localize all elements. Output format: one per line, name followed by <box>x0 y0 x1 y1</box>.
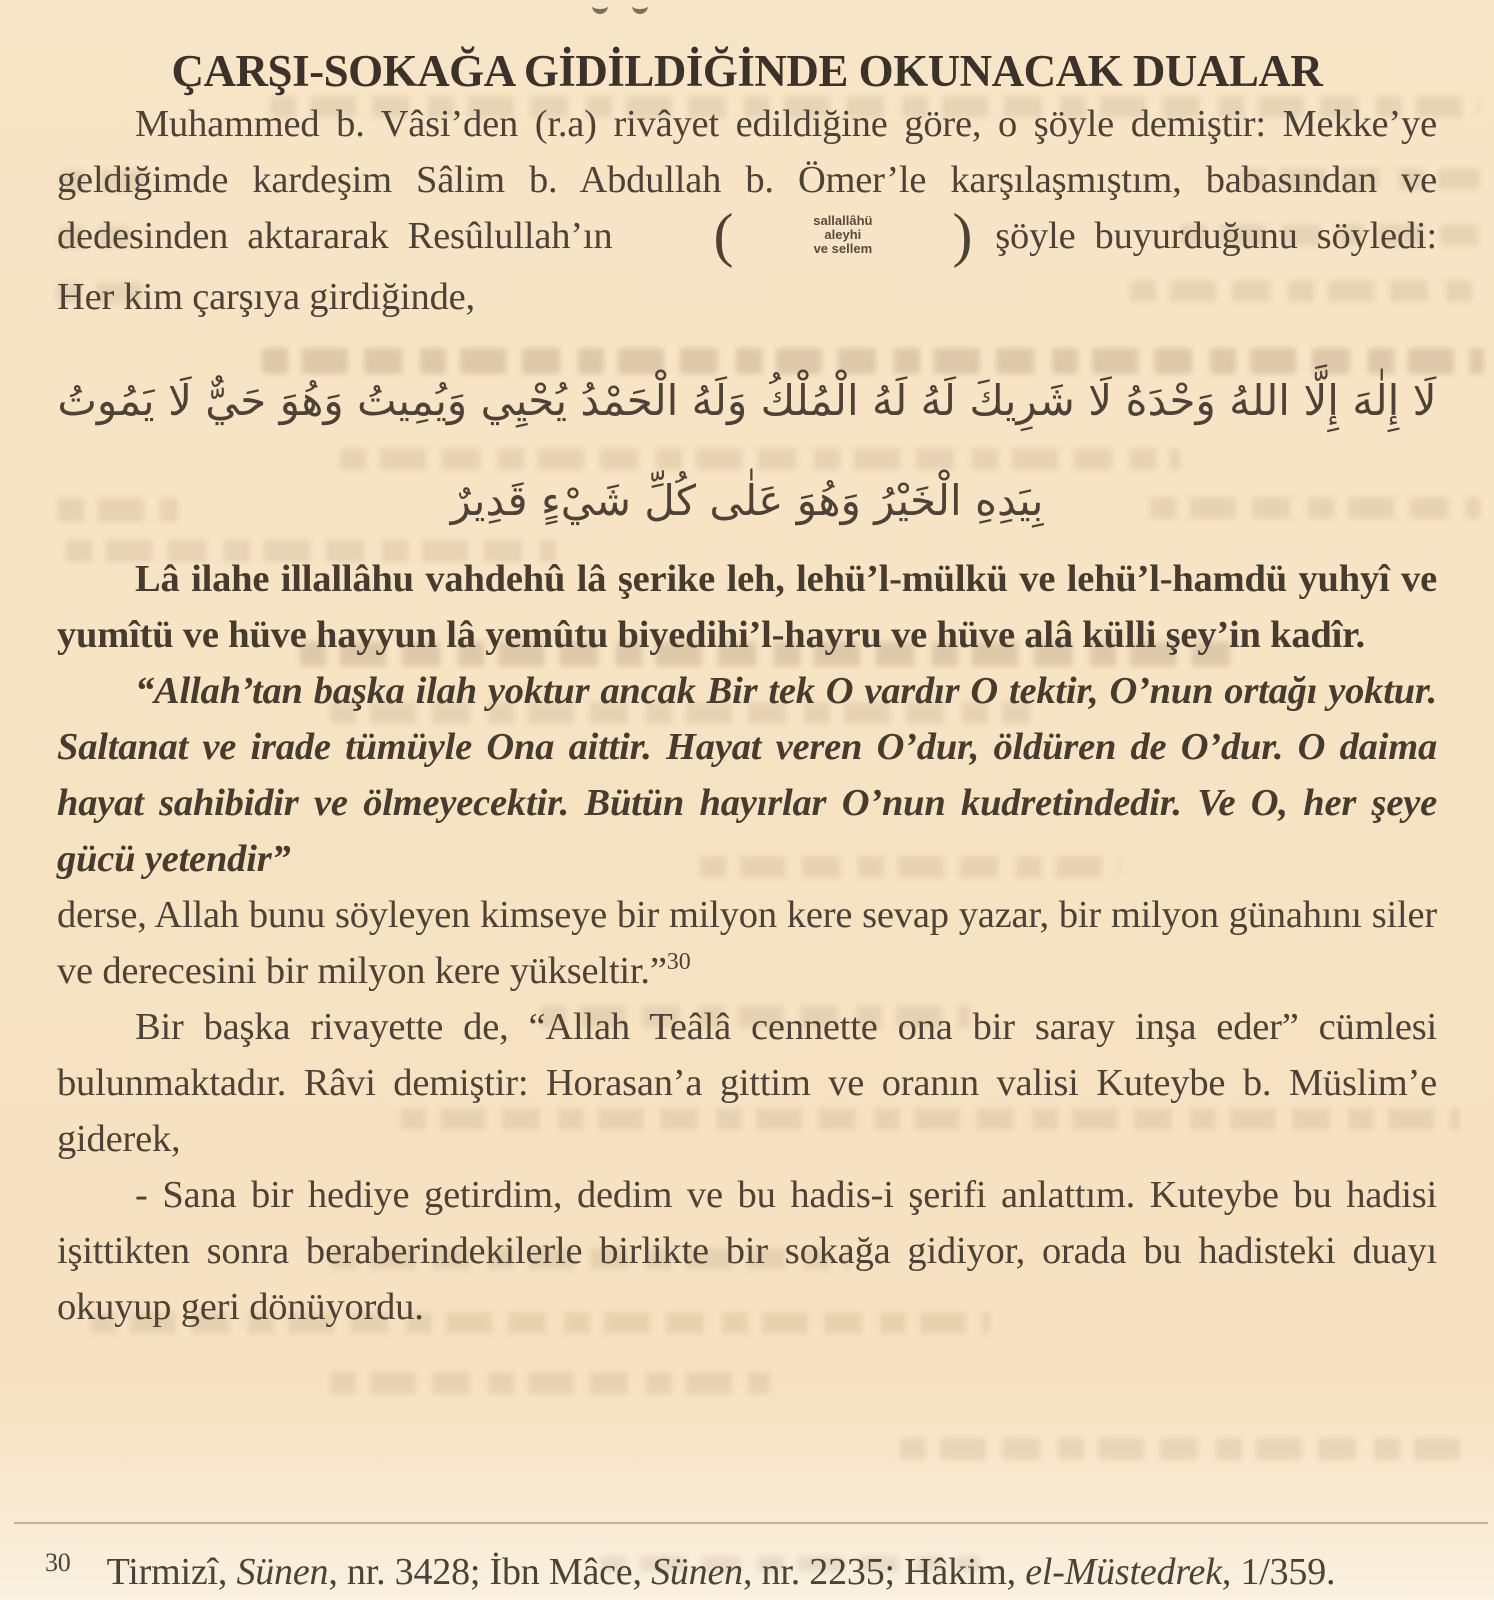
cropped-glyph <box>632 0 648 14</box>
reward-paragraph <box>57 887 1437 999</box>
open-paren: ( <box>713 202 734 269</box>
footnote-part: , nr. 3428; İbn Mâce, <box>328 1551 652 1593</box>
footnote-part: , nr. 2235; Hâkim, <box>742 1551 1026 1593</box>
salawat-stack <box>735 214 872 256</box>
reward-text: derse, Allah bunu söyleyen kimseye bir milyon kere sevap yazar, bir milyon günahını siler ve derecesini bir milyon kere yükseltir.” <box>57 894 1437 993</box>
footnote-marker: 30 <box>45 1548 71 1577</box>
footnote-divider <box>14 1522 1488 1524</box>
footnote-work-title: Sünen <box>651 1551 743 1593</box>
rivayet-paragraph: Bir başka rivayette de, “Allah Teâlâ cennette ona bir saray inşa eder” cümlesi bulunmaktadır. Râvi demiştir: Horasan’a gittim ve oranın valisi Kuteybe b. Müslim’e giderek, <box>57 1006 1437 1161</box>
salawat-line: aleyhi <box>824 227 862 243</box>
footnote-text <box>107 1551 1336 1593</box>
intro-paragraph <box>57 96 1437 325</box>
salawat-line: ve sellem <box>813 241 873 257</box>
translation-paragraph: “Allah’tan başka ilah yoktur ancak Bir tek O vardır O tektir, O’nun ortağı yoktur. Saltanat ve irade tümüyle Ona aittir. Hayat veren O’dur, öldüren de O’dur. O daima hayat sahibidir ve ölmeyecektir. Bütün hayırlar O’nun kudretindedir. Ve O, her şeye gücü yetendir” <box>57 670 1437 881</box>
page-content <box>0 46 1494 1335</box>
footnote-part: Tirmizî, <box>106 1551 237 1593</box>
intro-text-before: Muhammed b. Vâsi’den (r.a) rivâyet edildiğine göre, o şöyle demiştir: Mekke’ye geldiğimde kardeşim Sâlim b. Abdullah b. Ömer’le karşılaşmıştım, babasından ve dedesinden aktararak Resûlullah’ın <box>57 103 1437 257</box>
salawat-parenthetical <box>635 202 973 269</box>
footnote-part: , 1/359. <box>1221 1551 1336 1593</box>
close-paren: ) <box>952 202 973 269</box>
arabic-line-2: بِيَدِهِ الْخَيْرُ وَهُوَ عَلٰى كُلِّ شَيْءٍ قَدِيرٌ <box>450 476 1044 526</box>
salawat-line: sallallâhü <box>813 213 873 229</box>
bleed-through-text <box>900 1438 1460 1460</box>
footnote-work-title: Sünen <box>236 1551 329 1593</box>
footnote-reference: 30 <box>666 949 691 976</box>
hediye-paragraph: - Sana bir hediye getirdim, dedim ve bu hadis-i şerifi anlattım. Kuteybe bu hadisi işittikten sonra beraberindekilerle birlikte bir sokağa gidiyor, orada bu hadisteki duayı okuyup geri dönüyordu. <box>57 1174 1437 1329</box>
arabic-dua <box>57 351 1437 551</box>
transliteration-paragraph: Lâ ilahe illallâhu vahdehû lâ şerike leh, lehü’l-mülkü ve lehü’l-hamdü yuhyî ve yumîtü ve hüve hayyun lâ yemûtu biyedihi’l-hayru ve hüve alâ külli şey’in kadîr. <box>57 558 1437 657</box>
cropped-glyph <box>592 0 608 14</box>
bleed-through-text <box>330 1372 770 1394</box>
arabic-line-1: لَا إِلٰهَ إِلَّا اللهُ وَحْدَهُ لَا شَرِيكَ لَهُ لَهُ الْمُلْكُ وَلَهُ الْحَمْدُ يُحْيِي وَيُمِيتُ وَهُوَ حَيٌّ لَا يَمُوتُ <box>57 376 1437 426</box>
footnote-work-title: el-Müstedrek <box>1025 1551 1222 1593</box>
page-title: ÇARŞI-SOKAĞA GİDİLDİĞİNDE OKUNACAK DUALAR <box>171 46 1323 96</box>
footnote <box>45 1538 1455 1597</box>
intro-text-after: şöyle buyurduğunu söyledi: Her kim çarşıya girdiğinde, <box>57 215 1437 319</box>
cropped-header-mark <box>592 0 662 11</box>
